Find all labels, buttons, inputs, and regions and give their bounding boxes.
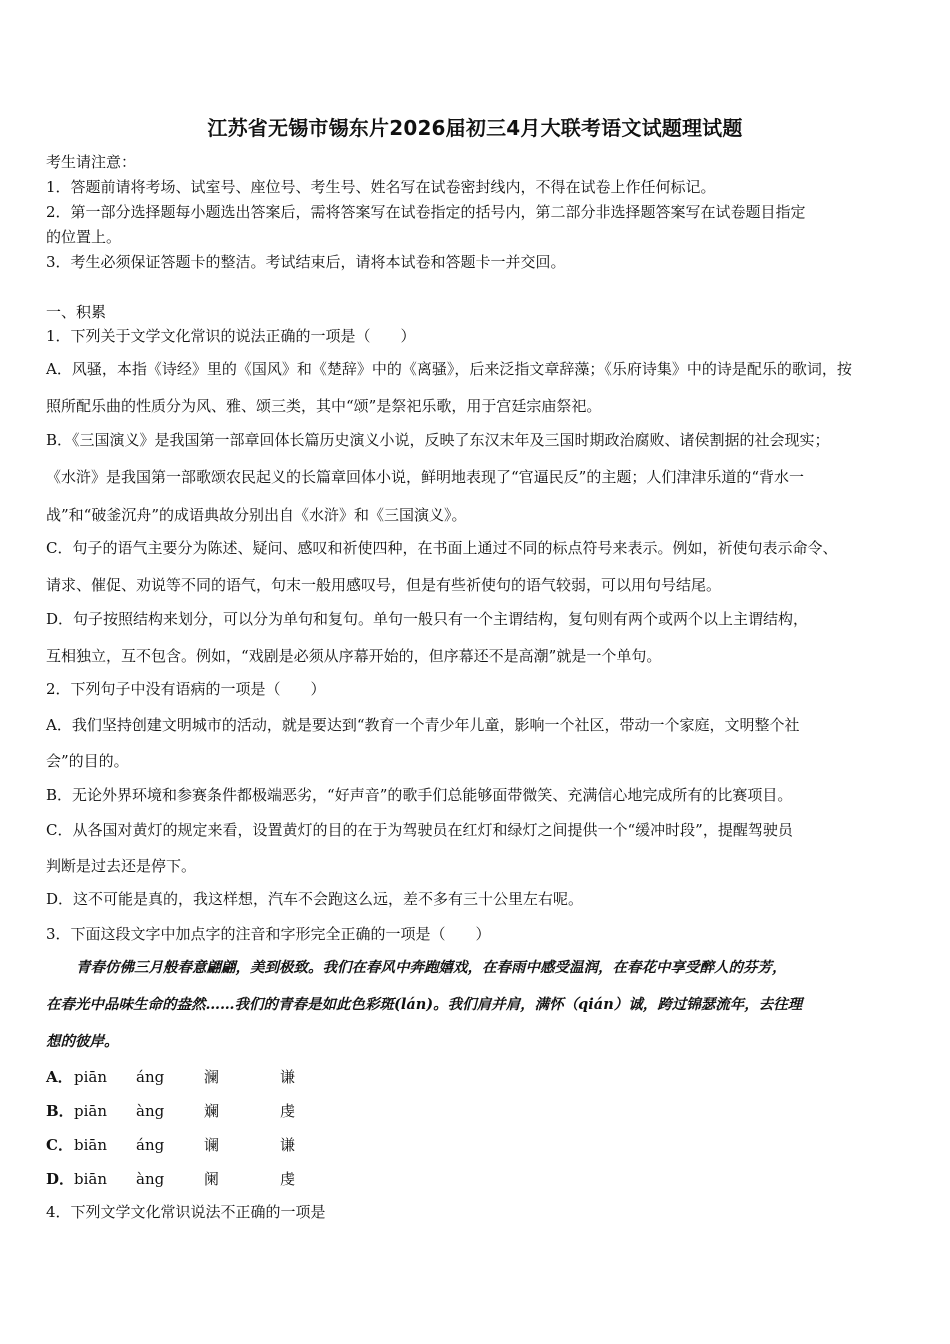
notice-item-3: 3．考生必须保证答题卡的整洁。考试结束后，请将本试卷和答题卡一并交回。 <box>46 253 566 271</box>
q3-stem: 3．下面这段文字中加点字的注音和字形完全正确的一项是（ ） <box>46 925 491 943</box>
page-title: 江苏省无锡市锡东片2026届初三4月大联考语文试题理试题 <box>207 116 743 140</box>
q2-option-a-line2: 会”的目的。 <box>46 752 129 770</box>
option-pinyin-2: àng <box>136 1170 165 1188</box>
option-label: C． <box>46 1136 73 1154</box>
q1-option-b-line3: 战”和“破釜沉舟”的成语典故分别出自《水浒》和《三国演义》。 <box>46 506 467 524</box>
q2-stem: 2．下列句子中没有语病的一项是（ ） <box>46 680 326 698</box>
option-label: A． <box>46 1068 73 1086</box>
option-pinyin-1: piān <box>74 1102 108 1120</box>
option-pinyin-2: áng <box>136 1136 165 1154</box>
option-pinyin-2: àng <box>136 1102 165 1120</box>
q3-passage-line2: 在春光中品味生命的盎然……我们的青春是如此色彩斑(lán)。我们肩并肩，满怀（qián）诚，跨过锦瑟流年，去往理 <box>46 996 803 1013</box>
q1-option-b-line1: B．《三国演义》是我国第一部章回体长篇历史演义小说，反映了东汉末年及三国时期政治腐败、诸侯割据的社会现实； <box>46 431 830 449</box>
option-pinyin-1: biān <box>74 1136 108 1154</box>
q1-option-c-line1: C．句子的语气主要分为陈述、疑问、感叹和祈使四种，在书面上通过不同的标点符号来表示。例如，祈使句表示命令、 <box>46 539 838 557</box>
notice-item-1: 1．答题前请将考场、试室号、座位号、考生号、姓名写在试卷密封线内，不得在试卷上作任何标记。 <box>46 178 716 196</box>
q1-option-d-line1: D．句子按照结构来划分，可以分为单句和复句。单句一般只有一个主谓结构，复句则有两个或两个以上主谓结构， <box>46 610 809 628</box>
option-pinyin-1: biān <box>74 1170 108 1188</box>
option-char-1: 斓 <box>204 1102 220 1120</box>
q1-option-a-line2: 照所配乐曲的性质分为风、雅、颂三类，其中“颂”是祭祀乐歌，用于宫廷宗庙祭祀。 <box>46 397 602 415</box>
option-char-1: 阑 <box>204 1170 220 1188</box>
option-label: B． <box>46 1102 74 1120</box>
q3-passage-line1: 青春仿佛三月般春意翩翩，美到极致。我们在春风中奔跑嬉戏，在春雨中感受温润，在春花中享受醉人的芬芳， <box>76 959 787 976</box>
q3-passage-line3: 想的彼岸。 <box>46 1033 119 1050</box>
option-label: D． <box>46 1170 75 1188</box>
option-char-2: 虔 <box>280 1170 296 1188</box>
q2-option-c-line1: C．从各国对黄灯的规定来看，设置黄灯的目的在于为驾驶员在红灯和绿灯之间提供一个“缓冲时段”，提醒驾驶员 <box>46 821 793 839</box>
section-heading: 一、积累 <box>46 303 107 321</box>
option-char-2: 谦 <box>280 1068 296 1086</box>
q2-option-b: B．无论外界环境和参赛条件都极端恶劣，“好声音”的歌手们总能够面带微笑、充满信心地完成所有的比赛项目。 <box>46 786 793 804</box>
notice-item-2b: 的位置上。 <box>46 228 122 246</box>
q1-stem: 1．下列关于文学文化常识的说法正确的一项是（ ） <box>46 327 416 345</box>
option-pinyin-2: áng <box>136 1068 165 1086</box>
q2-option-a-line1: A．我们坚持创建文明城市的活动，就是要达到“教育一个青少年儿童，影响一个社区，带动一个家庭，文明整个社 <box>46 716 800 734</box>
q2-option-d: D．这不可能是真的，我这样想，汽车不会跑这么远，差不多有三十公里左右呢。 <box>46 890 584 908</box>
q1-option-a-line1: A．风骚，本指《诗经》里的《国风》和《楚辞》中的《离骚》，后来泛指文章辞藻；《乐府诗集》中的诗是配乐的歌词，按 <box>46 360 852 378</box>
option-pinyin-1: piān <box>74 1068 108 1086</box>
option-char-1: 谰 <box>204 1136 220 1154</box>
q1-option-d-line2: 互相独立，互不包含。例如，“戏剧是必须从序幕开始的，但序幕还不是高潮”就是一个单句。 <box>46 647 662 665</box>
option-char-1: 澜 <box>204 1068 220 1086</box>
notice-item-2a: 2．第一部分选择题每小题选出答案后，需将答案写在试卷指定的括号内，第二部分非选择题答案写在试卷题目指定 <box>46 203 806 221</box>
q4-stem: 4．下列文学文化常识说法不正确的一项是 <box>46 1203 326 1221</box>
option-char-2: 谦 <box>280 1136 296 1154</box>
q1-option-b-line2: 《水浒》是我国第一部歌颂农民起义的长篇章回体小说，鲜明地表现了“官逼民反”的主题；人们津津乐道的“背水一 <box>46 468 805 486</box>
q1-option-c-line2: 请求、催促、劝说等不同的语气，句末一般用感叹号，但是有些祈使句的语气较弱，可以用句号结尾。 <box>46 576 722 594</box>
option-char-2: 虔 <box>280 1102 296 1120</box>
notice-heading: 考生请注意： <box>46 153 137 171</box>
q2-option-c-line2: 判断是过去还是停下。 <box>46 857 197 875</box>
